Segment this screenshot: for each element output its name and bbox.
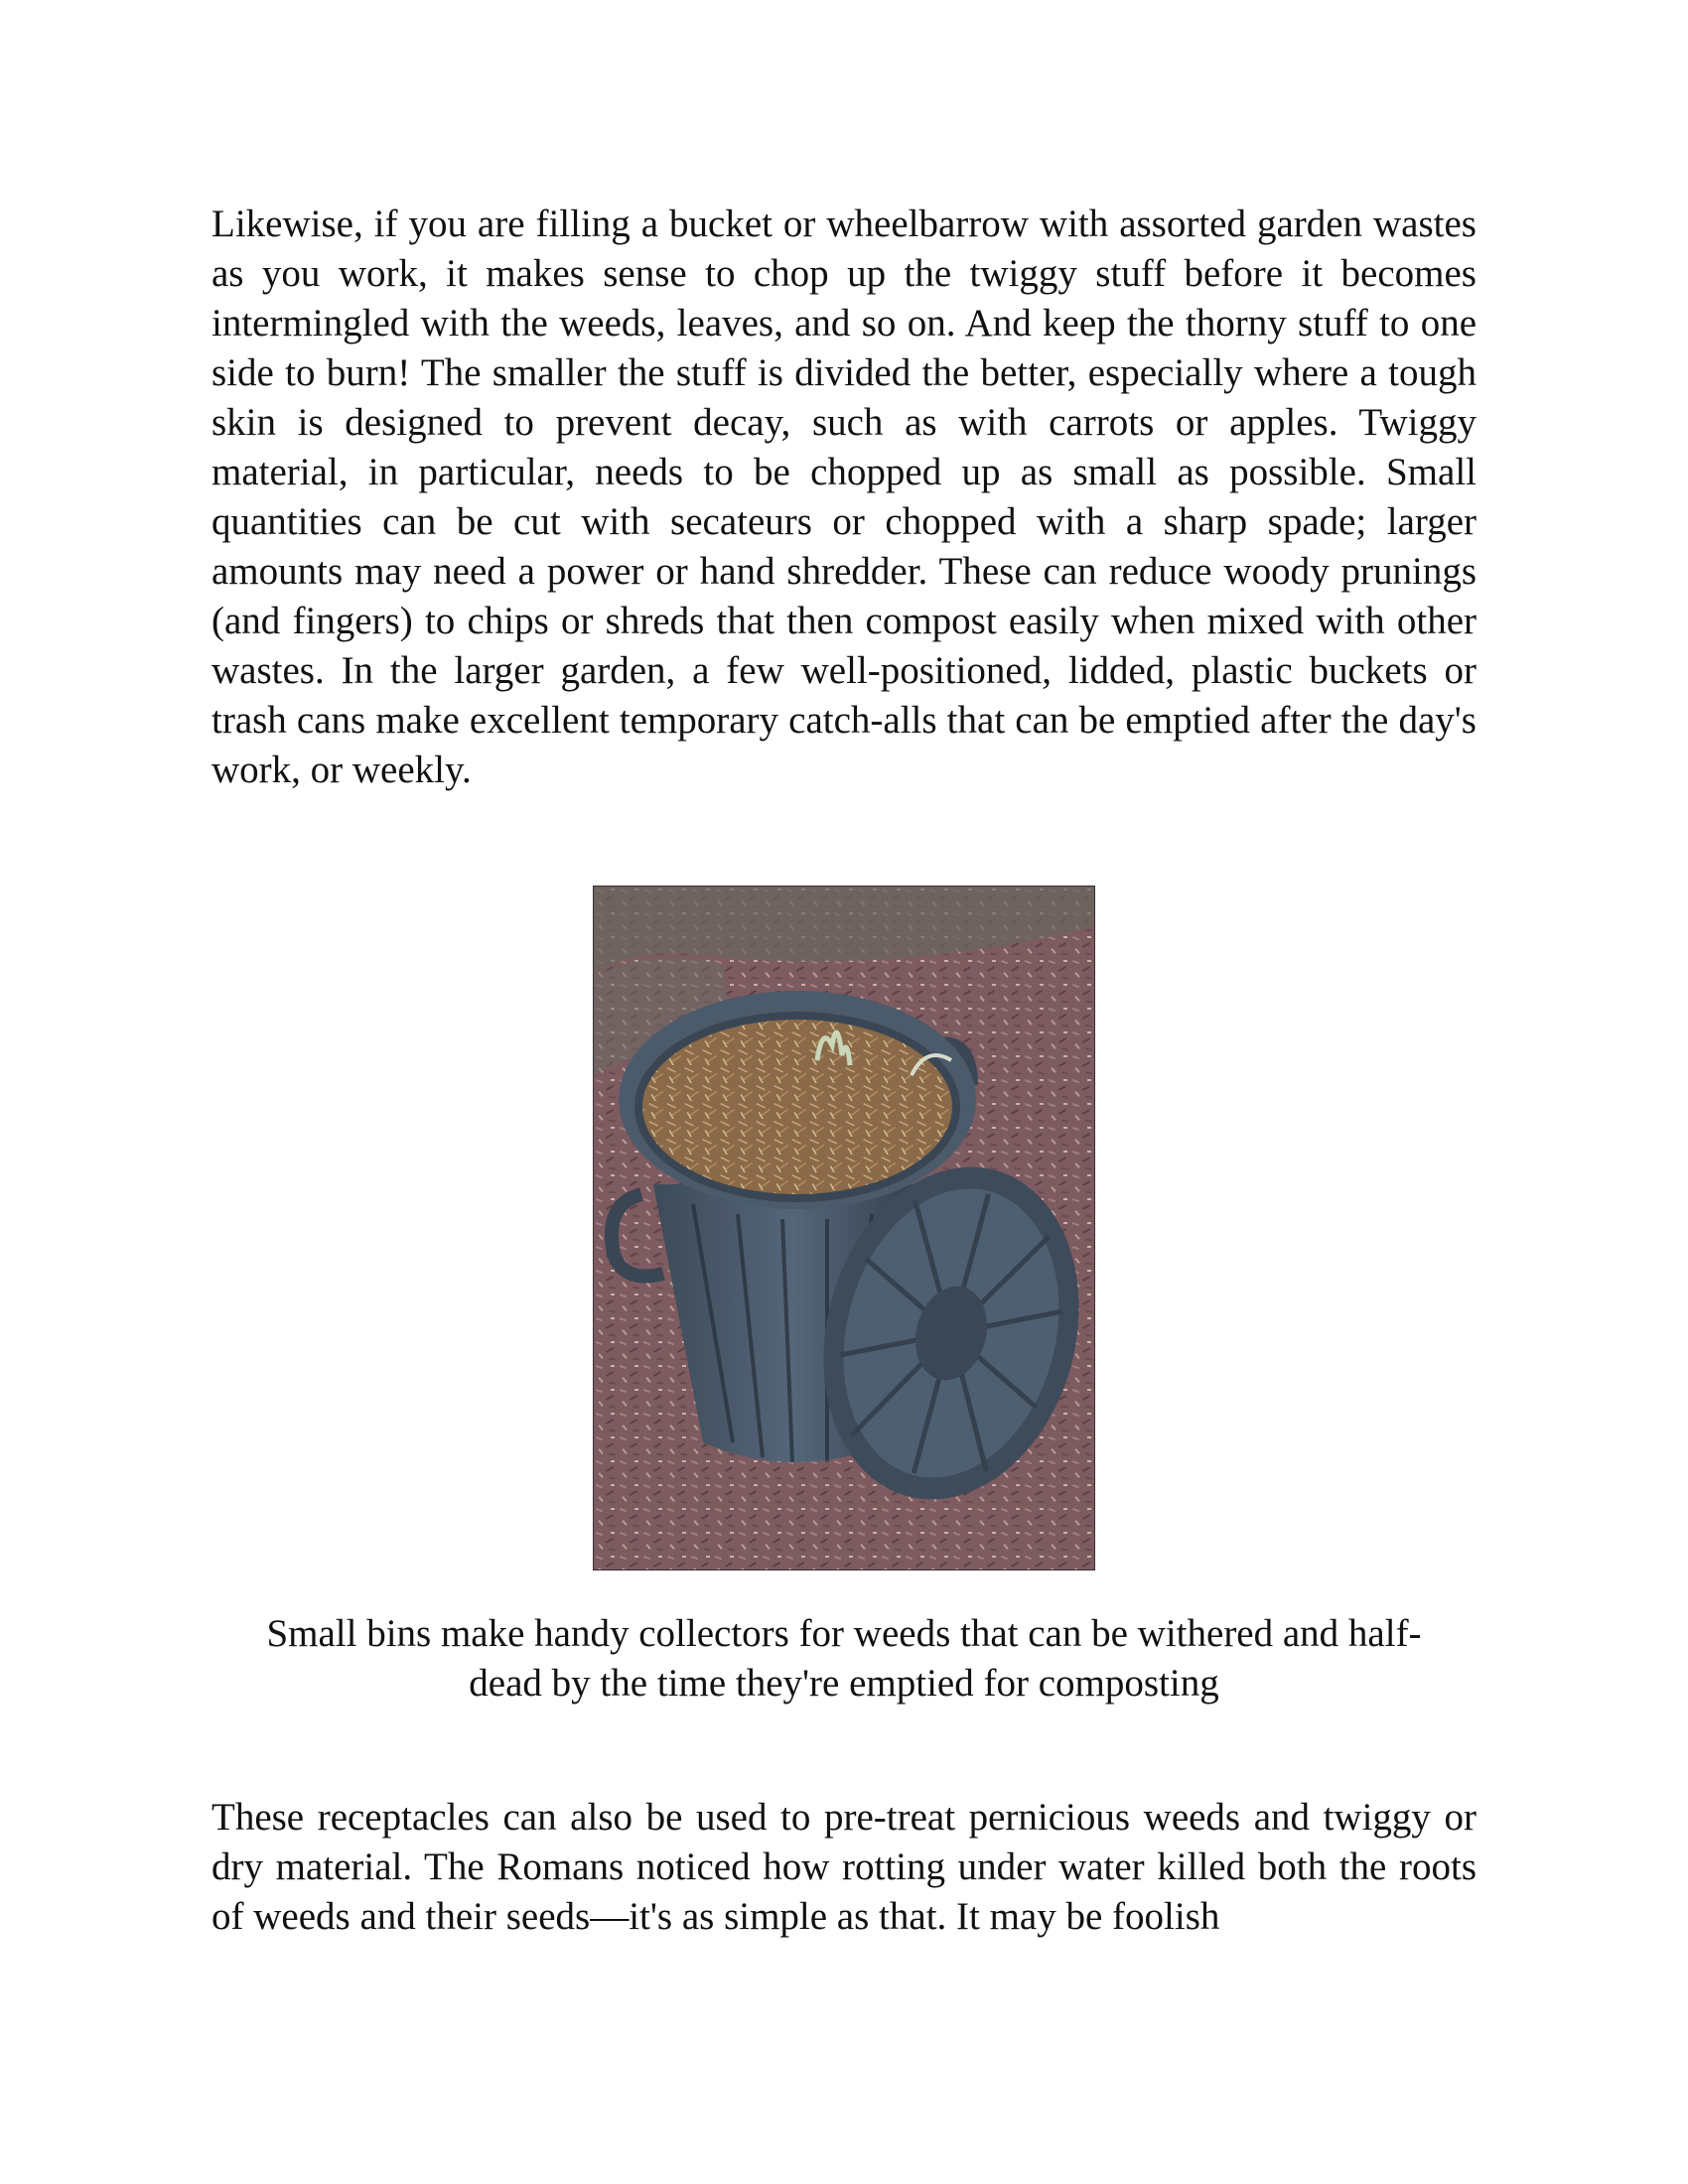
body-paragraph-2: These receptacles can also be used to pre-treat pernicious weeds and twiggy or dry material. The Romans noticed how rotting under water killed both the roots of weeds and their seeds—it's as simple as that. It may be foolish xyxy=(211,1796,1477,1938)
figure-caption xyxy=(211,1609,1477,1708)
body-paragraph-1: Likewise, if you are filling a bucket or wheelbarrow with assorted garden wastes as you work, it makes sense to chop up the twiggy stuff before it becomes intermingled with the weeds, leaves, and so on. And keep the thorny stuff to one side to burn! The smaller the stuff is divided the better, especially where a tough skin is designed to prevent decay, such as with carrots or apples. Twiggy material, in particular, needs to be chopped up as small as possible. Small quantities can be cut with secateurs or chopped with a sharp spade; larger amounts may need a power or hand shredder. These can reduce woody prunings (and fingers) to chips or shreds that then compost easily when mixed with other wastes. In the larger garden, a few well-positioned, lidded, plastic buckets or trash cans make excellent temporary catch-alls that can be emptied after the day's work, or weekly. xyxy=(211,203,1477,791)
caption-line-1: Small bins make handy collectors for weeds that can be withered and half- xyxy=(266,1612,1422,1655)
photo-trash-bin-with-weeds xyxy=(593,886,1095,1570)
caption-line-2: dead by the time they're emptied for composting xyxy=(469,1662,1219,1705)
